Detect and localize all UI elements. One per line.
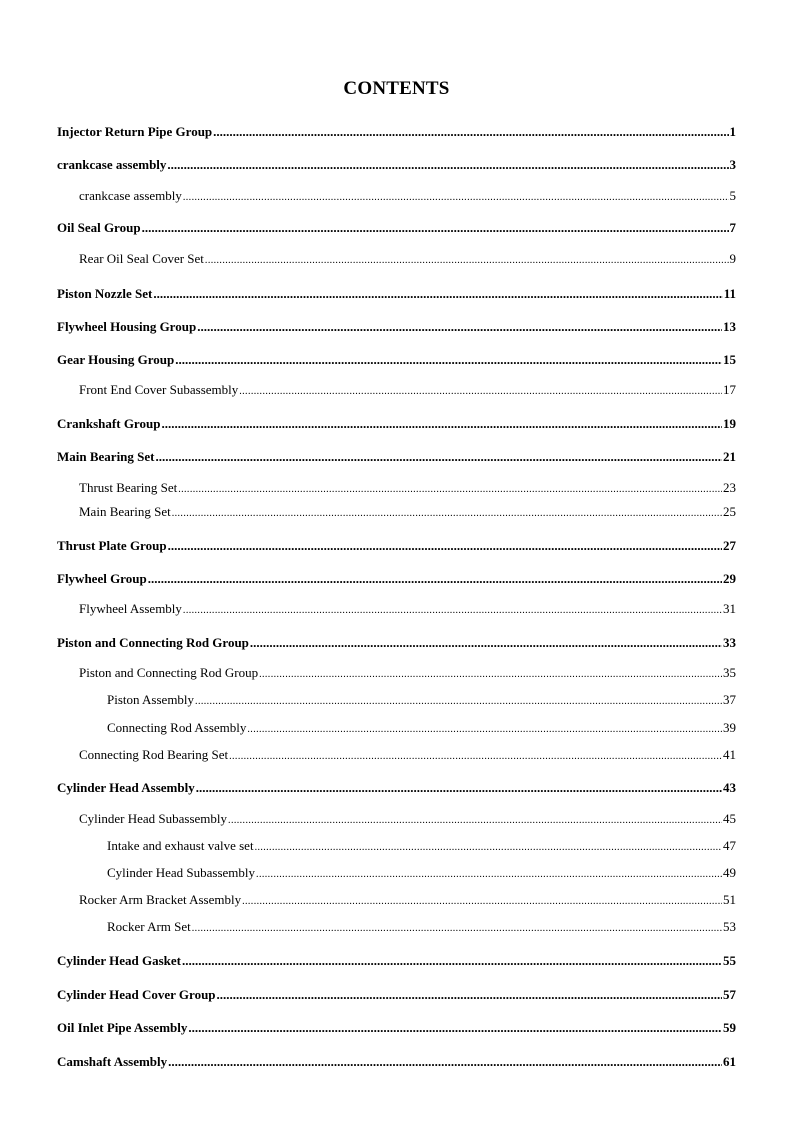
toc-entry-page-number: 59 bbox=[723, 1020, 736, 1035]
toc-entry-label: Camshaft Assembly bbox=[57, 1054, 168, 1069]
toc-dot-leader bbox=[153, 286, 722, 302]
toc-entry[interactable] bbox=[57, 286, 736, 302]
toc-entry[interactable] bbox=[57, 220, 736, 236]
toc-entry-label: Oil Seal Group bbox=[57, 220, 141, 235]
toc-entry[interactable] bbox=[57, 319, 736, 335]
toc-entry-page-number: 5 bbox=[729, 188, 736, 203]
toc-dot-leader bbox=[175, 352, 722, 368]
toc-entry-label: Piston Nozzle Set bbox=[57, 286, 153, 301]
toc-dot-leader bbox=[148, 571, 722, 587]
toc-entry-page-number: 27 bbox=[723, 538, 736, 553]
toc-entry-label: Connecting Rod Bearing Set bbox=[79, 747, 229, 762]
toc-entry[interactable] bbox=[79, 747, 736, 763]
toc-entry-label: Thrust Plate Group bbox=[57, 538, 167, 553]
toc-entry-page-number: 31 bbox=[723, 601, 736, 616]
toc-entry-label: Intake and exhaust valve set bbox=[107, 838, 254, 853]
toc-entry[interactable] bbox=[57, 1054, 736, 1070]
toc-entry-page-number: 45 bbox=[723, 811, 736, 826]
toc-entry[interactable] bbox=[107, 838, 736, 854]
toc-entry-label: crankcase assembly bbox=[79, 188, 182, 203]
toc-entry[interactable] bbox=[57, 1020, 736, 1036]
toc-entry[interactable] bbox=[107, 720, 736, 736]
toc-entry-page-number: 51 bbox=[723, 892, 736, 907]
toc-entry-label: Cylinder Head Subassembly bbox=[79, 811, 228, 826]
toc-dot-leader bbox=[168, 1054, 722, 1070]
toc-entry[interactable] bbox=[79, 811, 736, 827]
toc-entry-page-number: 15 bbox=[723, 352, 736, 367]
toc-dot-leader bbox=[239, 382, 722, 400]
toc-dot-leader bbox=[156, 449, 723, 465]
toc-entry-label: Injector Return Pipe Group bbox=[57, 124, 213, 139]
toc-entry-page-number: 13 bbox=[723, 319, 736, 334]
toc-entry-page-number: 29 bbox=[723, 571, 736, 586]
toc-dot-leader bbox=[250, 635, 722, 651]
toc-entry[interactable] bbox=[57, 571, 736, 587]
toc-entry-page-number: 17 bbox=[723, 382, 736, 397]
toc-entry-label: Crankshaft Group bbox=[57, 416, 161, 431]
toc-entry-label: Cylinder Head Assembly bbox=[57, 780, 195, 795]
toc-entry[interactable] bbox=[57, 538, 736, 554]
toc-entry[interactable] bbox=[57, 449, 736, 465]
toc-dot-leader bbox=[228, 811, 722, 829]
toc-entry-label: Thrust Bearing Set bbox=[79, 480, 178, 495]
toc-entry-page-number: 39 bbox=[723, 720, 736, 735]
toc-entry-page-number: 57 bbox=[723, 987, 736, 1002]
toc-entry-page-number: 19 bbox=[723, 416, 736, 431]
toc-dot-leader bbox=[197, 319, 722, 335]
toc-dot-leader bbox=[196, 780, 722, 796]
toc-entry-label: Flywheel Housing Group bbox=[57, 319, 197, 334]
toc-dot-leader bbox=[192, 919, 722, 937]
toc-entry-page-number: 35 bbox=[723, 665, 736, 680]
toc-entry-page-number: 61 bbox=[723, 1054, 736, 1069]
toc-entry-label: Piston and Connecting Rod Group bbox=[79, 665, 259, 680]
toc-entry[interactable] bbox=[57, 635, 736, 651]
toc-entry-page-number: 41 bbox=[723, 747, 736, 762]
toc-entry-label: Front End Cover Subassembly bbox=[79, 382, 239, 397]
toc-dot-leader bbox=[217, 987, 722, 1003]
toc-entry-page-number: 11 bbox=[723, 286, 736, 301]
toc-dot-leader bbox=[229, 747, 722, 765]
toc-entry-page-number: 55 bbox=[723, 953, 736, 968]
toc-entry[interactable] bbox=[107, 865, 736, 881]
toc-dot-leader bbox=[168, 538, 722, 554]
toc-entry-label: Cylinder Head Cover Group bbox=[57, 987, 216, 1002]
toc-dot-leader bbox=[213, 124, 728, 140]
toc-entry-label: Gear Housing Group bbox=[57, 352, 175, 367]
toc-entry-label: Rocker Arm Bracket Assembly bbox=[79, 892, 242, 907]
toc-entry[interactable] bbox=[79, 504, 736, 520]
toc-dot-leader bbox=[183, 188, 729, 206]
toc-entry-label: Rocker Arm Set bbox=[107, 919, 191, 934]
toc-dot-leader bbox=[255, 838, 722, 856]
toc-entry[interactable] bbox=[57, 416, 736, 432]
toc-dot-leader bbox=[195, 692, 722, 710]
toc-dot-leader bbox=[178, 480, 722, 498]
toc-entry[interactable] bbox=[79, 601, 736, 617]
toc-entry[interactable] bbox=[107, 919, 736, 935]
toc-entry-label: Oil Inlet Pipe Assembly bbox=[57, 1020, 188, 1035]
toc-dot-leader bbox=[205, 251, 729, 269]
toc-entry-label: Flywheel Assembly bbox=[79, 601, 182, 616]
toc-entry[interactable] bbox=[57, 953, 736, 969]
toc-entry-label: crankcase assembly bbox=[57, 157, 167, 172]
toc-entry-page-number: 1 bbox=[729, 124, 736, 139]
toc-entry-label: Flywheel Group bbox=[57, 571, 147, 586]
toc-entry-page-number: 33 bbox=[723, 635, 736, 650]
toc-entry-label: Piston Assembly bbox=[107, 692, 195, 707]
page-title: CONTENTS bbox=[343, 78, 450, 99]
toc-entry-page-number: 7 bbox=[729, 220, 736, 235]
toc-entry-label: Rear Oil Seal Cover Set bbox=[79, 251, 204, 266]
toc-entry-page-number: 3 bbox=[729, 157, 736, 172]
toc-entry-page-number: 21 bbox=[723, 449, 736, 464]
toc-entry-page-number: 43 bbox=[723, 780, 736, 795]
toc-dot-leader bbox=[167, 157, 728, 173]
toc-entry[interactable] bbox=[57, 987, 736, 1003]
toc-entry-page-number: 53 bbox=[723, 919, 736, 934]
toc-entry-label: Cylinder Head Subassembly bbox=[107, 865, 256, 880]
toc-entry[interactable] bbox=[57, 352, 736, 368]
toc-entry[interactable] bbox=[79, 382, 736, 398]
toc-entry-label: Cylinder Head Gasket bbox=[57, 953, 181, 968]
toc-entry-page-number: 23 bbox=[723, 480, 736, 495]
toc-entry-label: Connecting Rod Assembly bbox=[107, 720, 247, 735]
toc-dot-leader bbox=[172, 504, 722, 522]
toc-entry-page-number: 25 bbox=[723, 504, 736, 519]
toc-entry-page-number: 37 bbox=[723, 692, 736, 707]
toc-dot-leader bbox=[161, 416, 722, 432]
toc-dot-leader bbox=[182, 953, 722, 969]
toc-dot-leader bbox=[247, 720, 722, 738]
toc-entry[interactable] bbox=[79, 892, 736, 908]
toc-dot-leader bbox=[183, 601, 722, 619]
toc-entry[interactable] bbox=[107, 692, 736, 708]
toc-dot-leader bbox=[256, 865, 722, 883]
toc-entry-page-number: 47 bbox=[723, 838, 736, 853]
toc-dot-leader bbox=[259, 665, 722, 683]
toc-entry[interactable] bbox=[79, 188, 736, 204]
toc-dot-leader bbox=[242, 892, 722, 910]
toc-entry[interactable] bbox=[79, 665, 736, 681]
toc-entry[interactable] bbox=[79, 251, 736, 267]
toc-entry-label: Piston and Connecting Rod Group bbox=[57, 635, 249, 650]
toc-entry-label: Main Bearing Set bbox=[57, 449, 155, 464]
toc-entry-page-number: 9 bbox=[729, 251, 736, 266]
toc-entry-label: Main Bearing Set bbox=[79, 504, 171, 519]
toc-dot-leader bbox=[188, 1020, 722, 1036]
toc-entry-page-number: 49 bbox=[723, 865, 736, 880]
toc-entry[interactable] bbox=[57, 780, 736, 796]
toc-entry[interactable] bbox=[57, 124, 736, 140]
toc-entry[interactable] bbox=[79, 480, 736, 496]
toc-dot-leader bbox=[142, 220, 729, 236]
toc-entry[interactable] bbox=[57, 157, 736, 173]
